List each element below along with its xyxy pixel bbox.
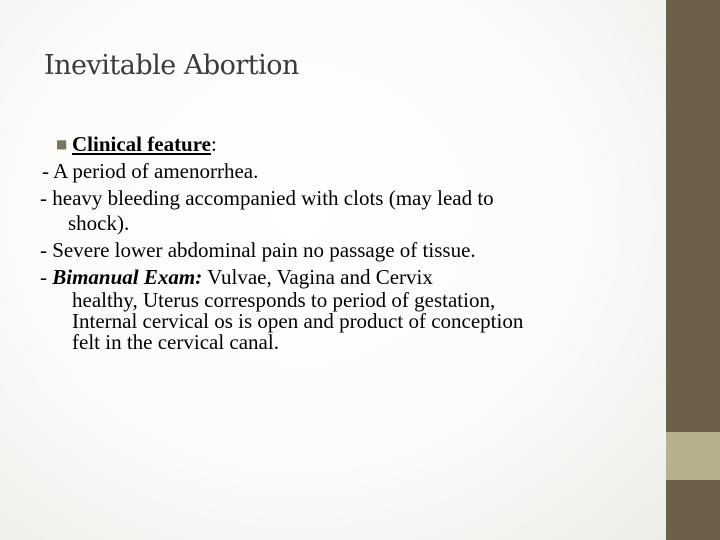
- list-item: [40, 238, 648, 263]
- list-item-continuation: healthy, Uterus corresponds to period of gestation,: [72, 288, 496, 312]
- section-heading-line: [48, 132, 648, 156]
- list-item-lead: Bimanual Exam:: [52, 265, 203, 289]
- side-bar-top: [666, 0, 720, 432]
- list-item-text: Severe lower abdominal pain no passage of tissue.: [52, 238, 476, 262]
- list-item-text: Vulvae, Vagina and Cervix: [202, 265, 433, 289]
- list-item: [40, 186, 648, 211]
- square-bullet-icon: ■: [56, 137, 68, 151]
- section-heading: Clinical feature: [72, 132, 212, 156]
- list-item-continuation: Internal cervical os is open and product of conception: [72, 309, 524, 333]
- list-item: [42, 159, 648, 184]
- slide-title: Inevitable Abortion: [44, 50, 299, 81]
- dash-marker: -: [40, 265, 53, 289]
- side-bar-bottom: [666, 480, 720, 540]
- list-item: [40, 265, 648, 290]
- list-item-text: heavy bleeding accompanied with clots (may lead to: [52, 186, 494, 210]
- list-item-text: A period of amenorrhea.: [53, 159, 259, 183]
- slide-content: [40, 132, 648, 354]
- dash-marker: -: [40, 186, 53, 210]
- list-item-continuation: felt in the cervical canal.: [72, 330, 279, 354]
- side-bar-band: [666, 432, 720, 480]
- section-heading-colon: :: [211, 132, 217, 156]
- dash-marker: -: [42, 159, 54, 183]
- list-item-continuation: shock).: [68, 211, 130, 235]
- dash-marker: -: [40, 238, 53, 262]
